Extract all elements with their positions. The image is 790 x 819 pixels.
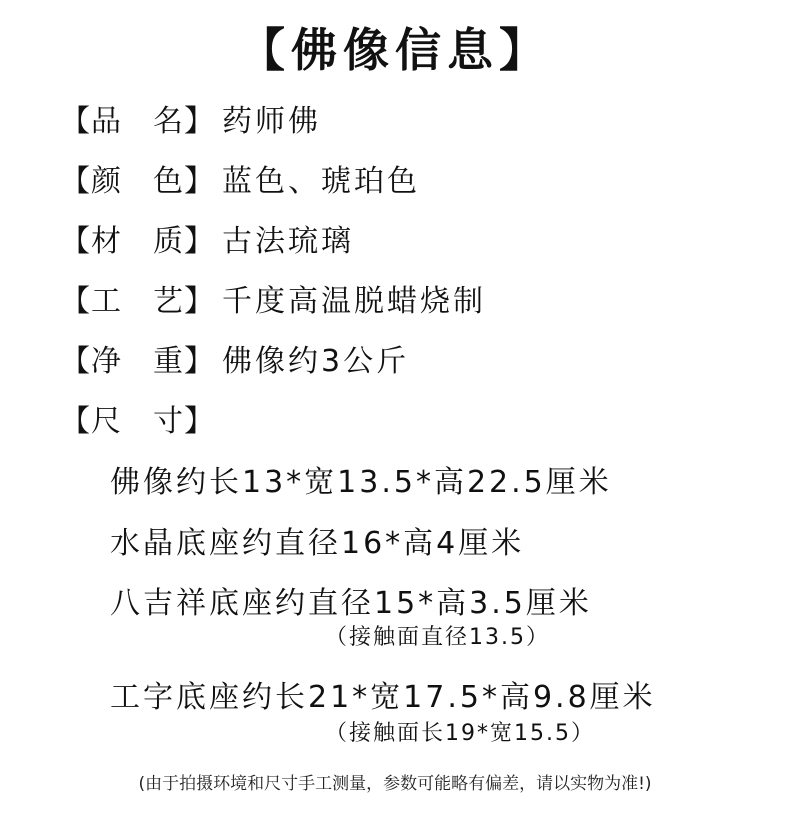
spec-label: 【尺 寸】 (60, 404, 215, 439)
spec-row-weight (60, 344, 409, 380)
spec-row-size (60, 404, 222, 440)
spec-row-color (60, 164, 420, 200)
dimension-note-gongzi: （接触面长19*宽15.5） (325, 721, 595, 746)
dimension-note-bajixiang: （接触面直径13.5） (325, 625, 550, 650)
spec-label: 【材 质】 (60, 224, 215, 259)
dimension-statue: 佛像约长13*宽13.5*高22.5厘米 (110, 465, 612, 500)
disclaimer-text: (由于拍摄环境和尺寸手工测量，参数可能略有偏差，请以实物为准!) (138, 774, 652, 794)
spec-label: 【颜 色】 (60, 164, 215, 199)
spec-row-material (60, 224, 354, 260)
spec-value: 古法琉璃 (222, 224, 354, 259)
spec-label: 【净 重】 (60, 344, 215, 379)
spec-label: 【工 艺】 (60, 284, 215, 319)
spec-value: 药师佛 (222, 104, 321, 139)
dimension-gongzi-base: 工字底座约长21*宽17.5*高9.8厘米 (110, 680, 656, 715)
dimension-bajixiang-base: 八吉祥底座约直径15*高3.5厘米 (110, 586, 592, 621)
spec-label: 【品 名】 (60, 104, 215, 139)
spec-row-name (60, 104, 321, 140)
spec-value: 千度高温脱蜡烧制 (222, 284, 486, 319)
spec-row-craft (60, 284, 486, 320)
dimension-crystal-base: 水晶底座约直径16*高4厘米 (110, 526, 525, 561)
spec-value: 佛像约3公斤 (222, 344, 410, 379)
spec-value: 蓝色、琥珀色 (222, 164, 420, 199)
page-title: 【佛像信息】 (239, 23, 551, 77)
